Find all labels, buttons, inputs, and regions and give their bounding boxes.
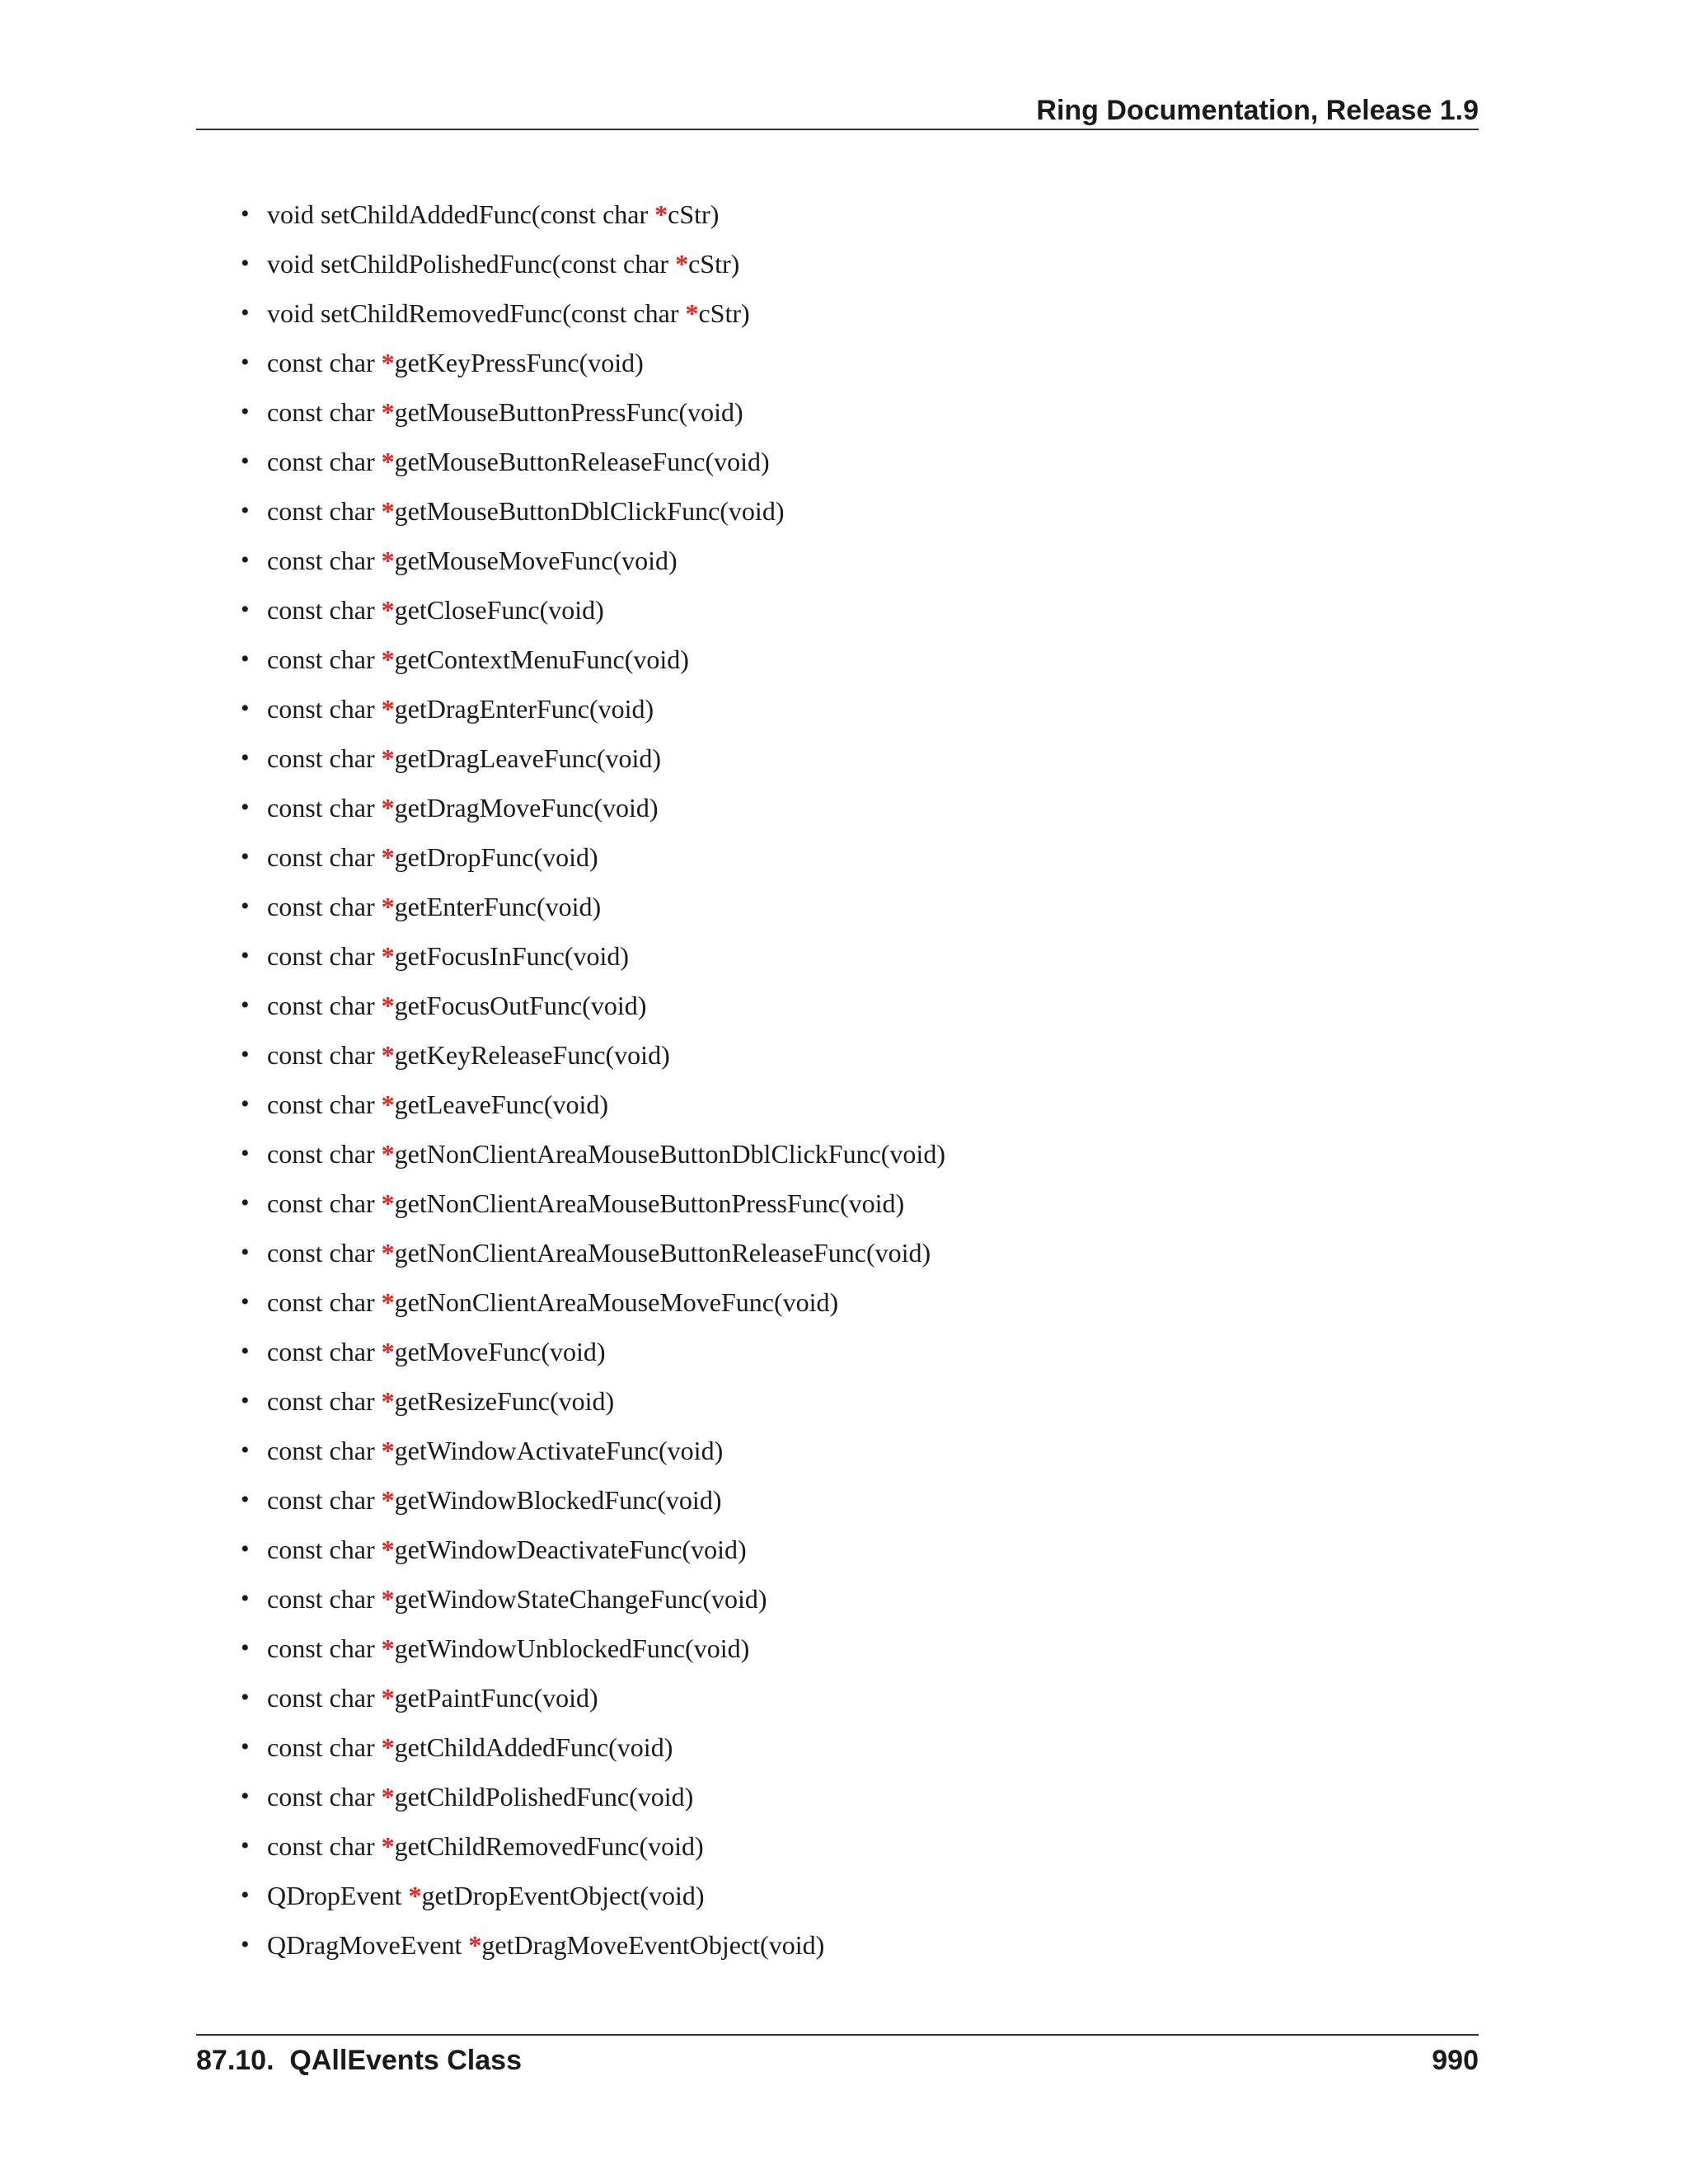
method-list-item [241, 1327, 945, 1376]
method-signature-prefix: const char [267, 1683, 382, 1713]
method-signature-prefix: const char [267, 546, 382, 575]
method-signature-suffix: getResizeFunc(void) [394, 1386, 615, 1416]
method-signature-suffix: getContextMenuFunc(void) [394, 644, 689, 674]
method-list-item [241, 1871, 945, 1920]
pointer-asterisk: * [468, 1930, 482, 1960]
method-signature-prefix: const char [267, 842, 382, 872]
method-signature-prefix: void setChildAddedFunc(const char [267, 199, 655, 229]
method-list-item [241, 733, 945, 783]
method-signature-prefix: const char [267, 793, 382, 823]
method-signature-suffix: getPaintFunc(void) [394, 1683, 598, 1713]
method-list-item [241, 239, 945, 288]
bullet-icon: • [241, 1882, 250, 1909]
method-list-item [241, 387, 945, 437]
method-list-item [241, 1920, 945, 1970]
document-title: Ring Documentation, Release 1.9 [1036, 95, 1479, 126]
method-list-item [241, 288, 945, 338]
bullet-icon: • [241, 1288, 250, 1315]
page-number: 990 [1432, 2045, 1479, 2076]
method-list-item [241, 1574, 945, 1624]
pointer-asterisk: * [381, 1782, 395, 1811]
method-list-item [241, 1080, 945, 1129]
pointer-asterisk: * [381, 1485, 395, 1515]
pointer-asterisk: * [381, 1584, 395, 1614]
bullet-icon: • [241, 1436, 250, 1464]
pointer-asterisk: * [381, 1683, 395, 1713]
method-signature-prefix: const char [267, 1782, 382, 1811]
method-signature-prefix: const char [267, 1535, 382, 1564]
method-list-item [241, 338, 945, 387]
method-list-item [241, 1624, 945, 1673]
method-signature-prefix: const char [267, 1238, 382, 1268]
pointer-asterisk: * [381, 1090, 395, 1119]
method-signature-prefix: const char [267, 496, 382, 526]
method-signature-suffix: getDragEnterFunc(void) [394, 694, 654, 724]
method-list-item [241, 1722, 945, 1772]
bullet-icon: • [241, 695, 250, 722]
pointer-asterisk: * [381, 348, 395, 377]
method-signature-suffix: getDragMoveEventObject(void) [481, 1930, 825, 1960]
method-signature-prefix: const char [267, 1090, 382, 1119]
pointer-asterisk: * [381, 644, 395, 674]
pointer-asterisk: * [381, 743, 395, 773]
method-signature-prefix: void setChildPolishedFunc(const char [267, 249, 676, 279]
method-signature-suffix: getWindowDeactivateFunc(void) [394, 1535, 747, 1564]
pointer-asterisk: * [381, 1188, 395, 1218]
bullet-icon: • [241, 1239, 250, 1266]
pointer-asterisk: * [381, 1633, 395, 1663]
method-signature-suffix: getWindowBlockedFunc(void) [394, 1485, 722, 1515]
bullet-icon: • [241, 250, 250, 277]
pointer-asterisk: * [381, 941, 395, 971]
method-signature-suffix: getFocusOutFunc(void) [394, 991, 647, 1020]
method-signature-suffix: getMoveFunc(void) [394, 1337, 606, 1366]
bullet-icon: • [241, 448, 250, 475]
method-signature-suffix: getLeaveFunc(void) [394, 1090, 609, 1119]
method-list-item [241, 882, 945, 931]
page-header [196, 89, 1479, 130]
method-signature-suffix: getWindowUnblockedFunc(void) [394, 1633, 750, 1663]
method-signature-prefix: const char [267, 1831, 382, 1861]
method-signature-suffix: getMouseButtonPressFunc(void) [394, 397, 743, 427]
method-signature-prefix: const char [267, 1040, 382, 1070]
method-list-item [241, 1129, 945, 1179]
bullet-icon: • [241, 1783, 250, 1810]
pointer-asterisk: * [654, 199, 668, 229]
pointer-asterisk: * [381, 546, 395, 575]
method-list-item [241, 1376, 945, 1426]
method-signature-prefix: const char [267, 892, 382, 921]
pointer-asterisk: * [408, 1881, 422, 1910]
method-signature-prefix: const char [267, 447, 382, 476]
method-signature-prefix: const char [267, 348, 382, 377]
bullet-icon: • [241, 349, 250, 376]
method-signature-prefix: const char [267, 1188, 382, 1218]
method-signature-suffix: getDropFunc(void) [394, 842, 598, 872]
pointer-asterisk: * [381, 496, 395, 526]
pointer-asterisk: * [381, 1238, 395, 1268]
method-list-item [241, 486, 945, 536]
bullet-icon: • [241, 1585, 250, 1612]
method-list-item [241, 585, 945, 635]
bullet-icon: • [241, 497, 250, 524]
method-signature-suffix: getMouseMoveFunc(void) [394, 546, 678, 575]
pointer-asterisk: * [381, 793, 395, 823]
bullet-icon: • [241, 794, 250, 821]
method-signature-suffix: getKeyReleaseFunc(void) [394, 1040, 670, 1070]
method-signature-prefix: const char [267, 1633, 382, 1663]
pointer-asterisk: * [381, 892, 395, 921]
method-list-item [241, 635, 945, 684]
pointer-asterisk: * [381, 1831, 395, 1861]
bullet-icon: • [241, 1041, 250, 1068]
method-signature-suffix: getWindowStateChangeFunc(void) [394, 1584, 767, 1614]
bullet-icon: • [241, 1684, 250, 1711]
method-signature-suffix: getDragLeaveFunc(void) [394, 743, 662, 773]
method-list-item [241, 981, 945, 1030]
method-list-item [241, 832, 945, 882]
method-signature-prefix: const char [267, 1287, 382, 1317]
method-signature-prefix: const char [267, 1337, 382, 1366]
pointer-asterisk: * [381, 1139, 395, 1169]
method-signature-prefix: const char [267, 694, 382, 724]
bullet-icon: • [241, 1140, 250, 1167]
method-signature-prefix: const char [267, 1386, 382, 1416]
pointer-asterisk: * [381, 447, 395, 476]
bullet-icon: • [241, 1931, 250, 1958]
method-signature-suffix: getEnterFunc(void) [394, 892, 602, 921]
method-signature-suffix: getMouseButtonDblClickFunc(void) [394, 496, 785, 526]
method-list-item [241, 437, 945, 486]
pointer-asterisk: * [381, 694, 395, 724]
method-list-item [241, 1821, 945, 1871]
pointer-asterisk: * [381, 1040, 395, 1070]
method-list-item [241, 1772, 945, 1821]
bullet-icon: • [241, 1387, 250, 1414]
method-signature-suffix: getNonClientAreaMouseMoveFunc(void) [394, 1287, 839, 1317]
method-signature-suffix: cStr) [668, 199, 720, 229]
method-signature-suffix: getChildAddedFunc(void) [394, 1732, 673, 1762]
method-signature-suffix: cStr) [698, 298, 750, 328]
method-signature-prefix: const char [267, 397, 382, 427]
method-list-item [241, 1277, 945, 1327]
pointer-asterisk: * [381, 1436, 395, 1465]
method-signature-suffix: getNonClientAreaMouseButtonPressFunc(void) [394, 1188, 905, 1218]
method-list-item [241, 1030, 945, 1080]
bullet-icon: • [241, 1634, 250, 1661]
method-list-item [241, 190, 945, 239]
method-list-item [241, 1673, 945, 1722]
pointer-asterisk: * [381, 1337, 395, 1366]
method-signature-suffix: getFocusInFunc(void) [394, 941, 630, 971]
bullet-icon: • [241, 596, 250, 623]
pointer-asterisk: * [381, 842, 395, 872]
bullet-icon: • [241, 645, 250, 673]
pointer-asterisk: * [381, 1535, 395, 1564]
bullet-icon: • [241, 200, 250, 227]
section-title: 87.10. QAllEvents Class [196, 2045, 522, 2076]
bullet-icon: • [241, 1832, 250, 1859]
method-signature-suffix: getWindowActivateFunc(void) [394, 1436, 724, 1465]
pointer-asterisk: * [381, 1386, 395, 1416]
bullet-icon: • [241, 398, 250, 425]
method-list [241, 190, 945, 1970]
method-list-item [241, 1228, 945, 1277]
method-signature-prefix: const char [267, 1436, 382, 1465]
bullet-icon: • [241, 893, 250, 920]
method-signature-suffix: getKeyPressFunc(void) [394, 348, 644, 377]
bullet-icon: • [241, 991, 250, 1019]
method-list-item [241, 536, 945, 585]
method-signature-prefix: const char [267, 941, 382, 971]
method-signature-suffix: getNonClientAreaMouseButtonReleaseFunc(void) [394, 1238, 931, 1268]
bullet-icon: • [241, 1189, 250, 1216]
method-signature-suffix: getChildPolishedFunc(void) [394, 1782, 694, 1811]
bullet-icon: • [241, 299, 250, 326]
method-signature-prefix: QDragMoveEvent [267, 1930, 469, 1960]
pointer-asterisk: * [381, 595, 395, 625]
pointer-asterisk: * [381, 1732, 395, 1762]
method-signature-suffix: cStr) [688, 249, 740, 279]
method-signature-suffix: getDropEventObject(void) [421, 1881, 705, 1910]
pointer-asterisk: * [685, 298, 699, 328]
method-signature-prefix: const char [267, 743, 382, 773]
bullet-icon: • [241, 1486, 250, 1513]
method-signature-prefix: QDropEvent [267, 1881, 409, 1910]
method-signature-suffix: getChildRemovedFunc(void) [394, 1831, 704, 1861]
method-signature-prefix: const char [267, 595, 382, 625]
method-list-item [241, 1179, 945, 1228]
method-list-item [241, 684, 945, 733]
method-signature-suffix: getDragMoveFunc(void) [394, 793, 659, 823]
pointer-asterisk: * [381, 397, 395, 427]
bullet-icon: • [241, 843, 250, 870]
pointer-asterisk: * [381, 991, 395, 1020]
bullet-icon: • [241, 1338, 250, 1365]
method-signature-prefix: const char [267, 1139, 382, 1169]
method-signature-prefix: const char [267, 1732, 382, 1762]
pointer-asterisk: * [381, 1287, 395, 1317]
bullet-icon: • [241, 546, 250, 574]
method-signature-prefix: const char [267, 644, 382, 674]
bullet-icon: • [241, 1733, 250, 1760]
method-signature-suffix: getCloseFunc(void) [394, 595, 604, 625]
bullet-icon: • [241, 1535, 250, 1563]
method-signature-suffix: getMouseButtonReleaseFunc(void) [394, 447, 770, 476]
method-list-item [241, 1426, 945, 1475]
method-list-item [241, 783, 945, 832]
bullet-icon: • [241, 1090, 250, 1118]
method-list-item [241, 931, 945, 981]
method-signature-prefix: const char [267, 1485, 382, 1515]
pointer-asterisk: * [675, 249, 689, 279]
page-footer [196, 2034, 1479, 2083]
method-signature-suffix: getNonClientAreaMouseButtonDblClickFunc(void) [394, 1139, 945, 1169]
method-signature-prefix: const char [267, 1584, 382, 1614]
method-list-item [241, 1475, 945, 1525]
bullet-icon: • [241, 942, 250, 969]
method-signature-prefix: void setChildRemovedFunc(const char [267, 298, 686, 328]
method-list-item [241, 1525, 945, 1574]
bullet-icon: • [241, 744, 250, 771]
method-signature-prefix: const char [267, 991, 382, 1020]
